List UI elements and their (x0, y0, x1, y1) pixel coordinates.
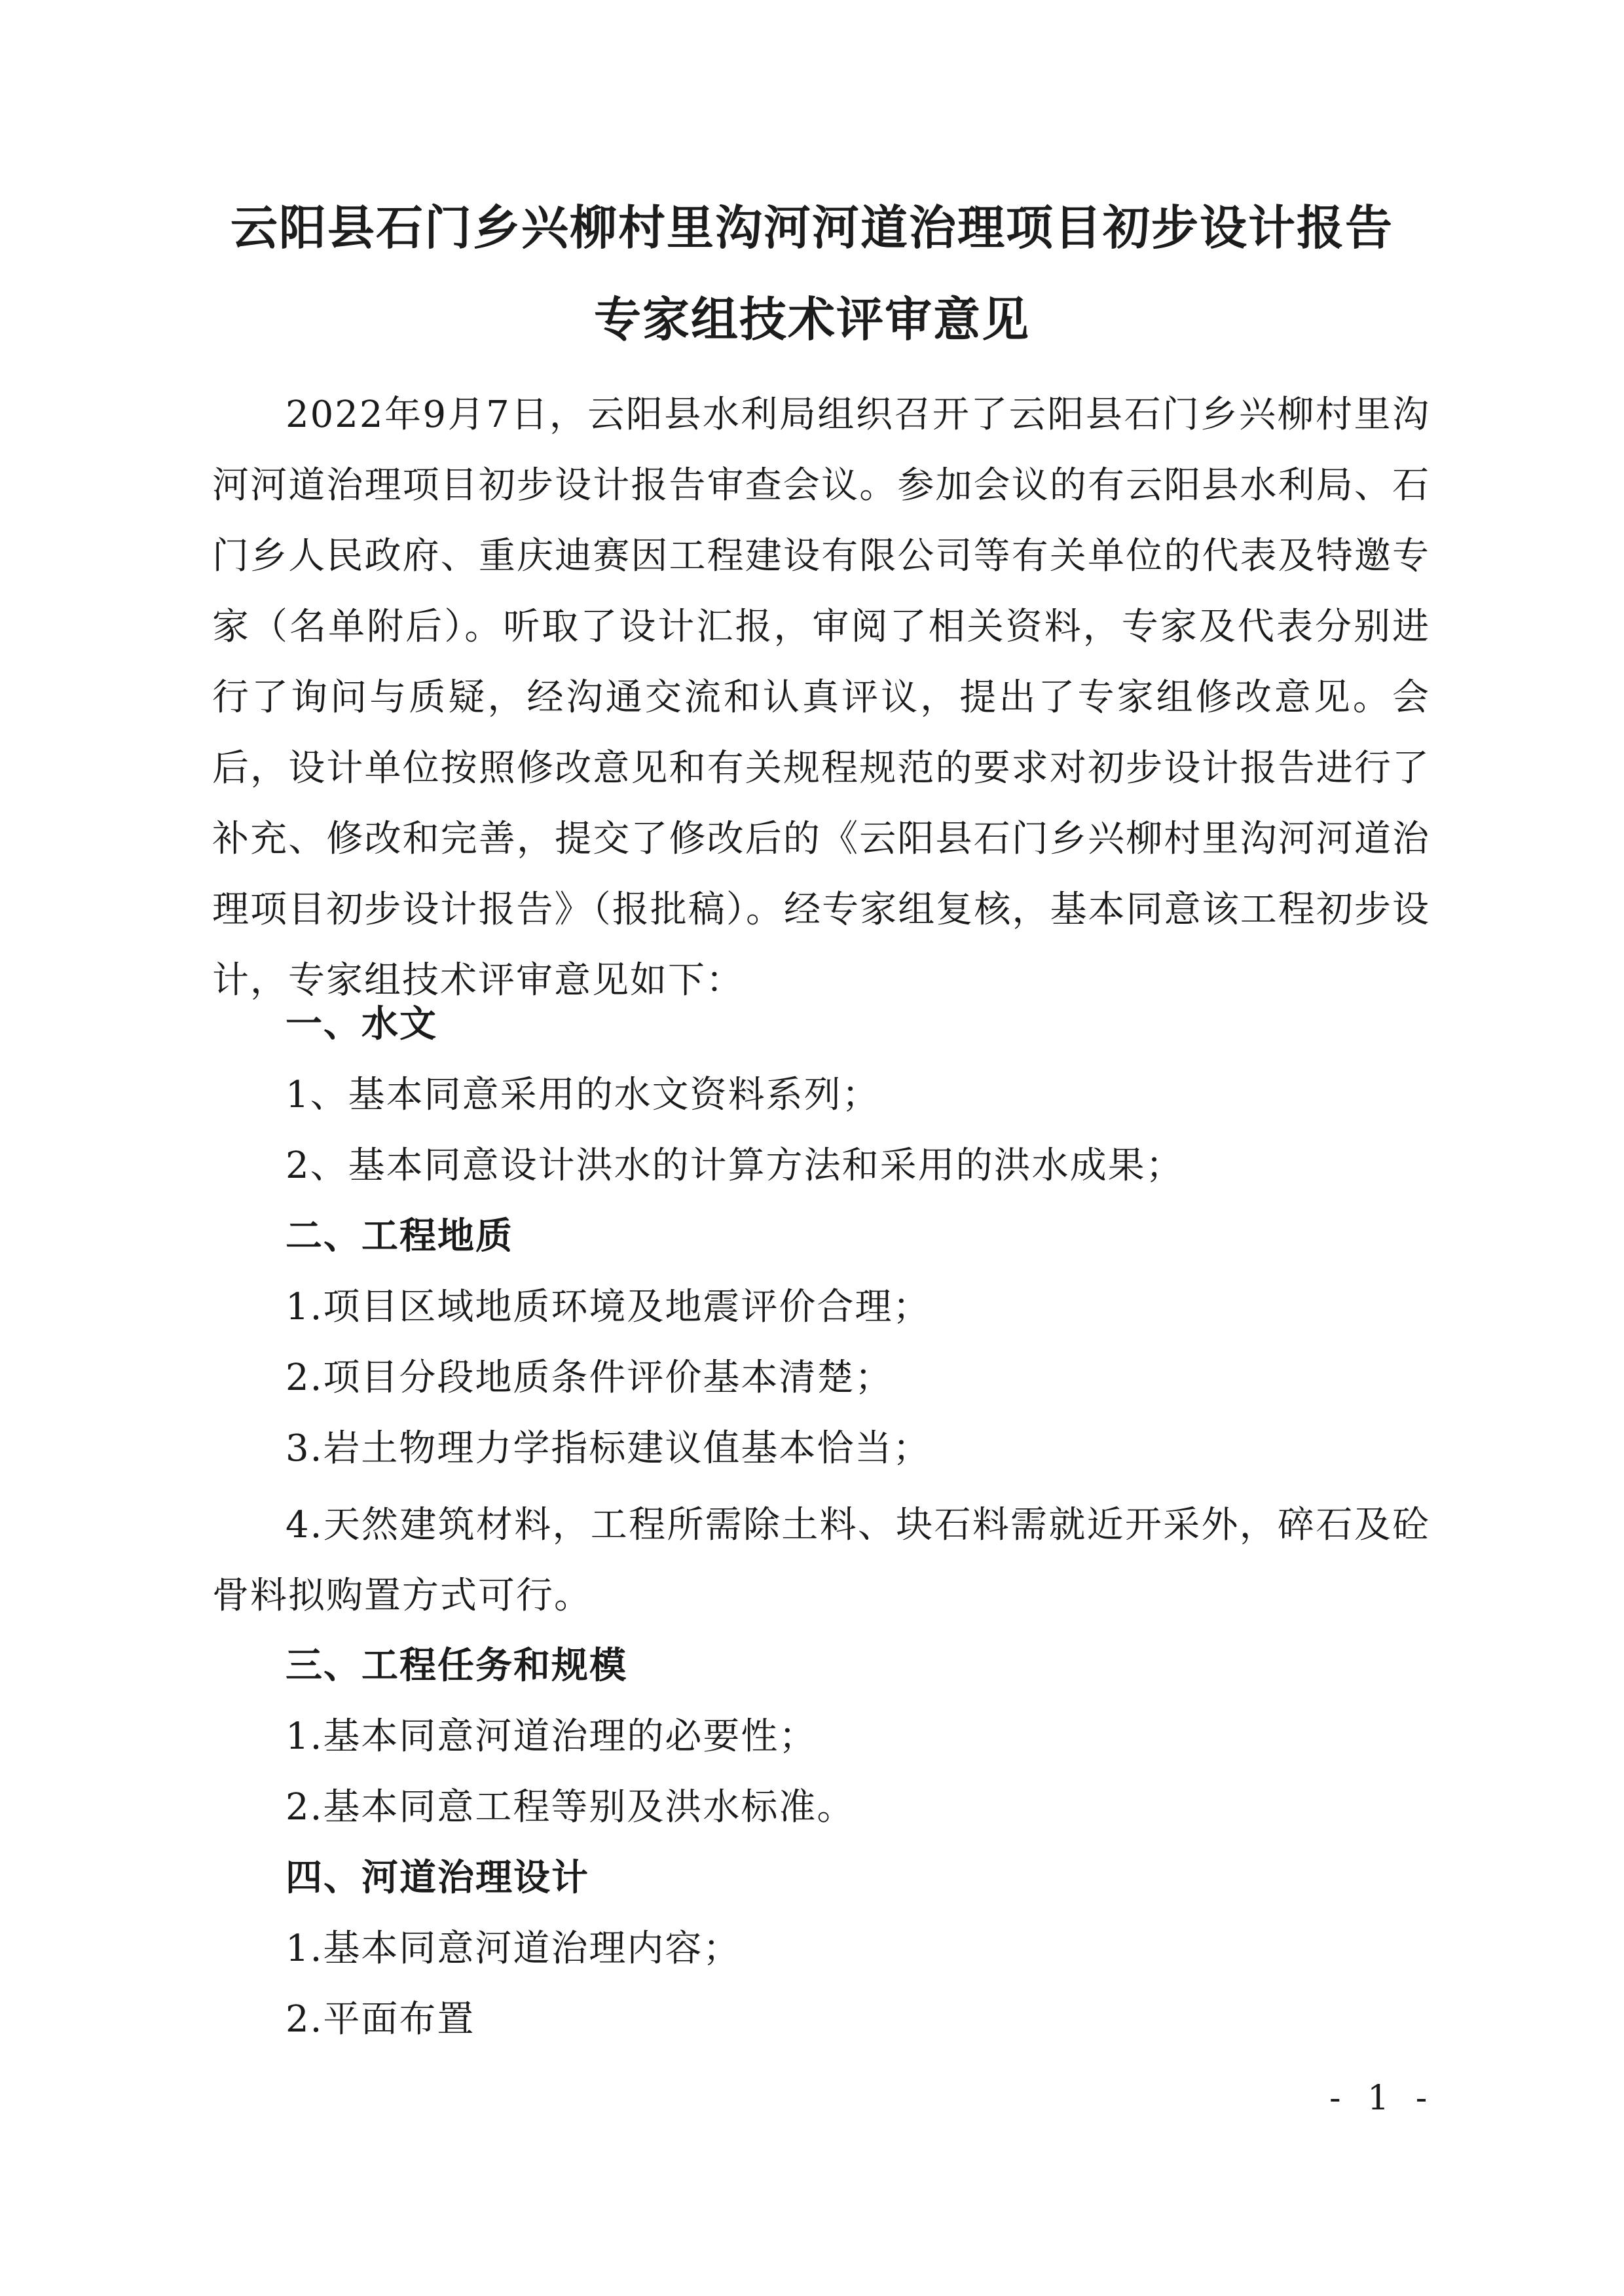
section-item: 1.项目区域地质环境及地震评价合理； (286, 1286, 931, 1328)
document-title-line-1: 云阳县石门乡兴柳村里沟河河道治理项目初步设计报告 (230, 200, 1393, 255)
section-item: 1、基本同意采用的水文资料系列； (286, 1074, 880, 1116)
section-item: 1.基本同意河道治理的必要性； (286, 1715, 817, 1758)
section-item: 2.平面布置 (286, 1998, 475, 2041)
section-heading-river-design: 四、河道治理设计 (286, 1856, 589, 1899)
section-item: 4.天然建筑材料，工程所需除土料、块石料需就近开采外，碎石及砼骨料拟购置方式可行。 (212, 1504, 1430, 1617)
document-title-line-2: 专家组技术评审意见 (593, 291, 1030, 347)
section-item: 2、基本同意设计洪水的计算方法和采用的洪水成果； (286, 1144, 1184, 1187)
page-number: - 1 - (1329, 2079, 1435, 2118)
section-item: 2.基本同意工程等别及洪水标准。 (286, 1786, 855, 1829)
section-heading-hydrology: 一、水文 (286, 1002, 437, 1046)
section-heading-task-scale: 三、工程任务和规模 (286, 1644, 627, 1687)
section-item: 3.岩土物理力学指标建议值基本恰当； (286, 1427, 931, 1470)
section-heading-geology: 二、工程地质 (286, 1214, 513, 1258)
section-item: 2.项目分段地质条件评价基本清楚； (286, 1357, 893, 1399)
intro-paragraph: 2022年9月7日，云阳县水利局组织召开了云阳县石门乡兴柳村里沟河河道治理项目初步设计报告审查会议。参加会议的有云阳县水利局、石门乡人民政府、重庆迪赛因工程建设有限公司等有关单位的代表及特邀专家（名单附后）。听取了设计汇报，审阅了相关资料，专家及代表分别进行了询问与质疑，经沟通交流和认真评议，提出了专家组修改意见。会后，设计单位按照修改意见和有关规程规范的要求对初步设计报告进行了补充、修改和完善，提交了修改后的《云阳县石门乡兴柳村里沟河河道治理项目初步设计报告》（报批稿）。经专家组复核，基本同意该工程初步设计，专家组技术评审意见如下： (212, 393, 1430, 1002)
section-item: 1.基本同意河道治理内容； (286, 1927, 741, 1970)
